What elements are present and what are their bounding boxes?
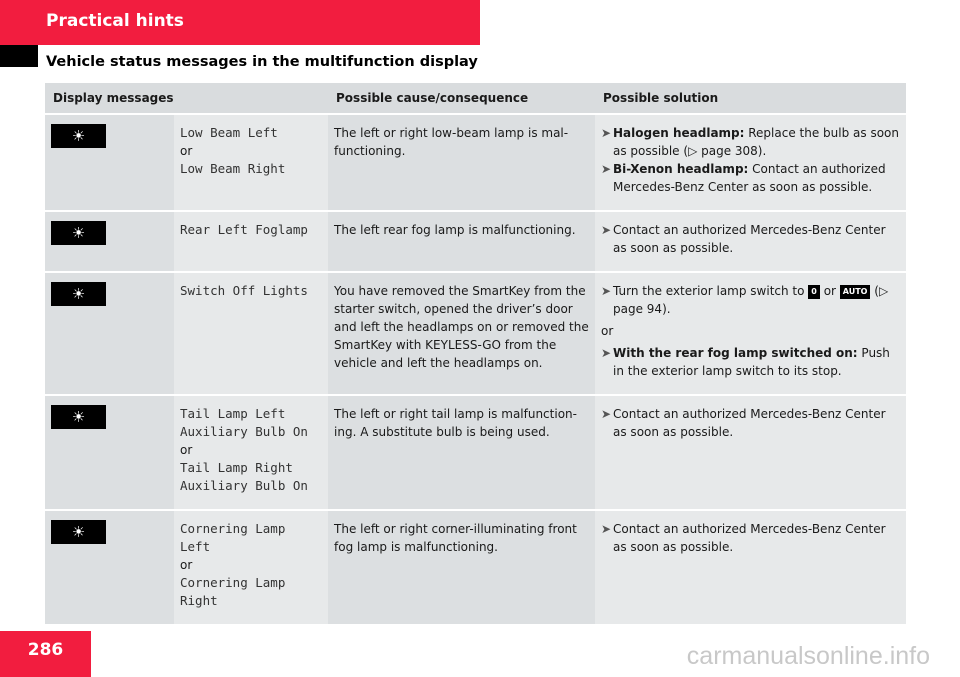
icon-cell xyxy=(45,395,174,510)
arrow-icon: ➤ xyxy=(601,126,612,140)
display-message-line: or xyxy=(180,443,193,457)
icon-cell xyxy=(45,510,174,625)
icon-cell xyxy=(45,114,174,211)
solution-item xyxy=(601,520,900,556)
display-message xyxy=(174,510,328,625)
possible-solution xyxy=(595,114,906,211)
display-message-line: or xyxy=(180,558,193,572)
table-row xyxy=(45,114,906,211)
lamp-icon: ☀ xyxy=(51,520,106,544)
page-title: Vehicle status messages in the multifunction display xyxy=(46,54,478,70)
status-messages-table xyxy=(45,83,906,626)
arrow-icon: ➤ xyxy=(601,522,612,536)
switch-position-0-icon: 0 xyxy=(808,285,820,299)
lamp-icon: ☀ xyxy=(51,124,106,148)
or-separator: or xyxy=(601,324,614,338)
icon-cell xyxy=(45,272,174,395)
solution-item xyxy=(601,282,900,318)
solution-heading: With the rear fog lamp switched on: xyxy=(613,346,858,360)
display-message xyxy=(174,395,328,510)
lamp-icon: ☀ xyxy=(51,405,106,429)
display-message-line: Switch Off Lights xyxy=(180,283,308,298)
display-message-line: Tail Lamp Right xyxy=(180,460,293,475)
table-row xyxy=(45,211,906,272)
possible-cause: The left rear fog lamp is malfunctioning. xyxy=(328,211,595,272)
solution-item xyxy=(601,405,900,441)
arrow-icon: ➤ xyxy=(601,284,612,298)
section-marker xyxy=(0,45,38,67)
column-header-solution: Possible solution xyxy=(595,83,906,114)
display-message-line: Low Beam Left xyxy=(180,125,278,140)
solution-item xyxy=(601,221,900,257)
display-message-line: Auxiliary Bulb On xyxy=(180,424,308,439)
display-message-line: Low Beam Right xyxy=(180,161,286,176)
solution-text: Contact an authorized Mercedes-Benz Center as soon as possible. xyxy=(613,223,886,255)
possible-cause: The left or right low-beam lamp is mal-functioning. xyxy=(328,114,595,211)
icon-cell xyxy=(45,211,174,272)
solution-heading: Halogen headlamp: xyxy=(613,126,745,140)
watermark: carmanualsonline.info xyxy=(686,642,930,670)
column-header-cause: Possible cause/consequence xyxy=(328,83,595,114)
table-body xyxy=(45,114,906,625)
table-row xyxy=(45,510,906,625)
solution-item xyxy=(601,124,900,160)
column-header-display: Display messages xyxy=(45,83,328,114)
display-message-line: Cornering Lamp xyxy=(180,521,286,536)
display-message xyxy=(174,272,328,395)
solution-text: or xyxy=(819,284,840,298)
arrow-icon: ➤ xyxy=(601,346,612,360)
display-message-line: Rear Left Foglamp xyxy=(180,222,308,237)
section-tab xyxy=(0,0,480,45)
possible-cause: The left or right corner-illuminating front fog lamp is malfunctioning. xyxy=(328,510,595,625)
possible-solution xyxy=(595,211,906,272)
possible-solution xyxy=(595,272,906,395)
page-number: 286 xyxy=(0,631,91,677)
solution-text: Push in the exterior lamp switch to its stop. xyxy=(613,346,890,378)
lamp-icon: ☀ xyxy=(51,282,106,306)
display-message xyxy=(174,211,328,272)
display-message xyxy=(174,114,328,211)
possible-solution xyxy=(595,395,906,510)
solution-text: Replace the bulb as soon as possible (▷ page 308). xyxy=(613,126,899,158)
solution-text: Contact an authorized Mercedes-Benz Center as soon as possible. xyxy=(613,522,886,554)
table-header-row xyxy=(45,83,906,114)
arrow-icon: ➤ xyxy=(601,407,612,421)
solution-text: Contact an authorized Mercedes-Benz Center as soon as possible. xyxy=(613,162,886,194)
solution-item xyxy=(601,160,900,196)
display-message-line: or xyxy=(180,144,193,158)
possible-cause: You have removed the SmartKey from the starter switch, opened the driver’s door and left the headlamps on or removed the SmartKey with KEYLESS-GO from the vehicle and left the headlamps on. xyxy=(328,272,595,395)
display-message-line: Auxiliary Bulb On xyxy=(180,478,308,493)
solution-item xyxy=(601,344,900,380)
display-message-line: Right xyxy=(180,593,218,608)
display-message-line: Tail Lamp Left xyxy=(180,406,286,421)
solution-text: Contact an authorized Mercedes-Benz Center as soon as possible. xyxy=(613,407,886,439)
arrow-icon: ➤ xyxy=(601,162,612,176)
possible-cause: The left or right tail lamp is malfunction-ing. A substitute bulb is being used. xyxy=(328,395,595,510)
table-row xyxy=(45,395,906,510)
solution-heading: Bi-Xenon headlamp: xyxy=(613,162,749,176)
solution-text: Turn the exterior lamp switch to xyxy=(613,284,809,298)
section-title: Practical hints xyxy=(46,11,184,31)
table-row xyxy=(45,272,906,395)
arrow-icon: ➤ xyxy=(601,223,612,237)
possible-solution xyxy=(595,510,906,625)
display-message-line: Cornering Lamp xyxy=(180,575,286,590)
solution-text: (▷ page 94). xyxy=(613,284,889,316)
lamp-icon: ☀ xyxy=(51,221,106,245)
switch-position-auto-icon: AUTO xyxy=(840,285,871,299)
display-message-line: Left xyxy=(180,539,211,554)
